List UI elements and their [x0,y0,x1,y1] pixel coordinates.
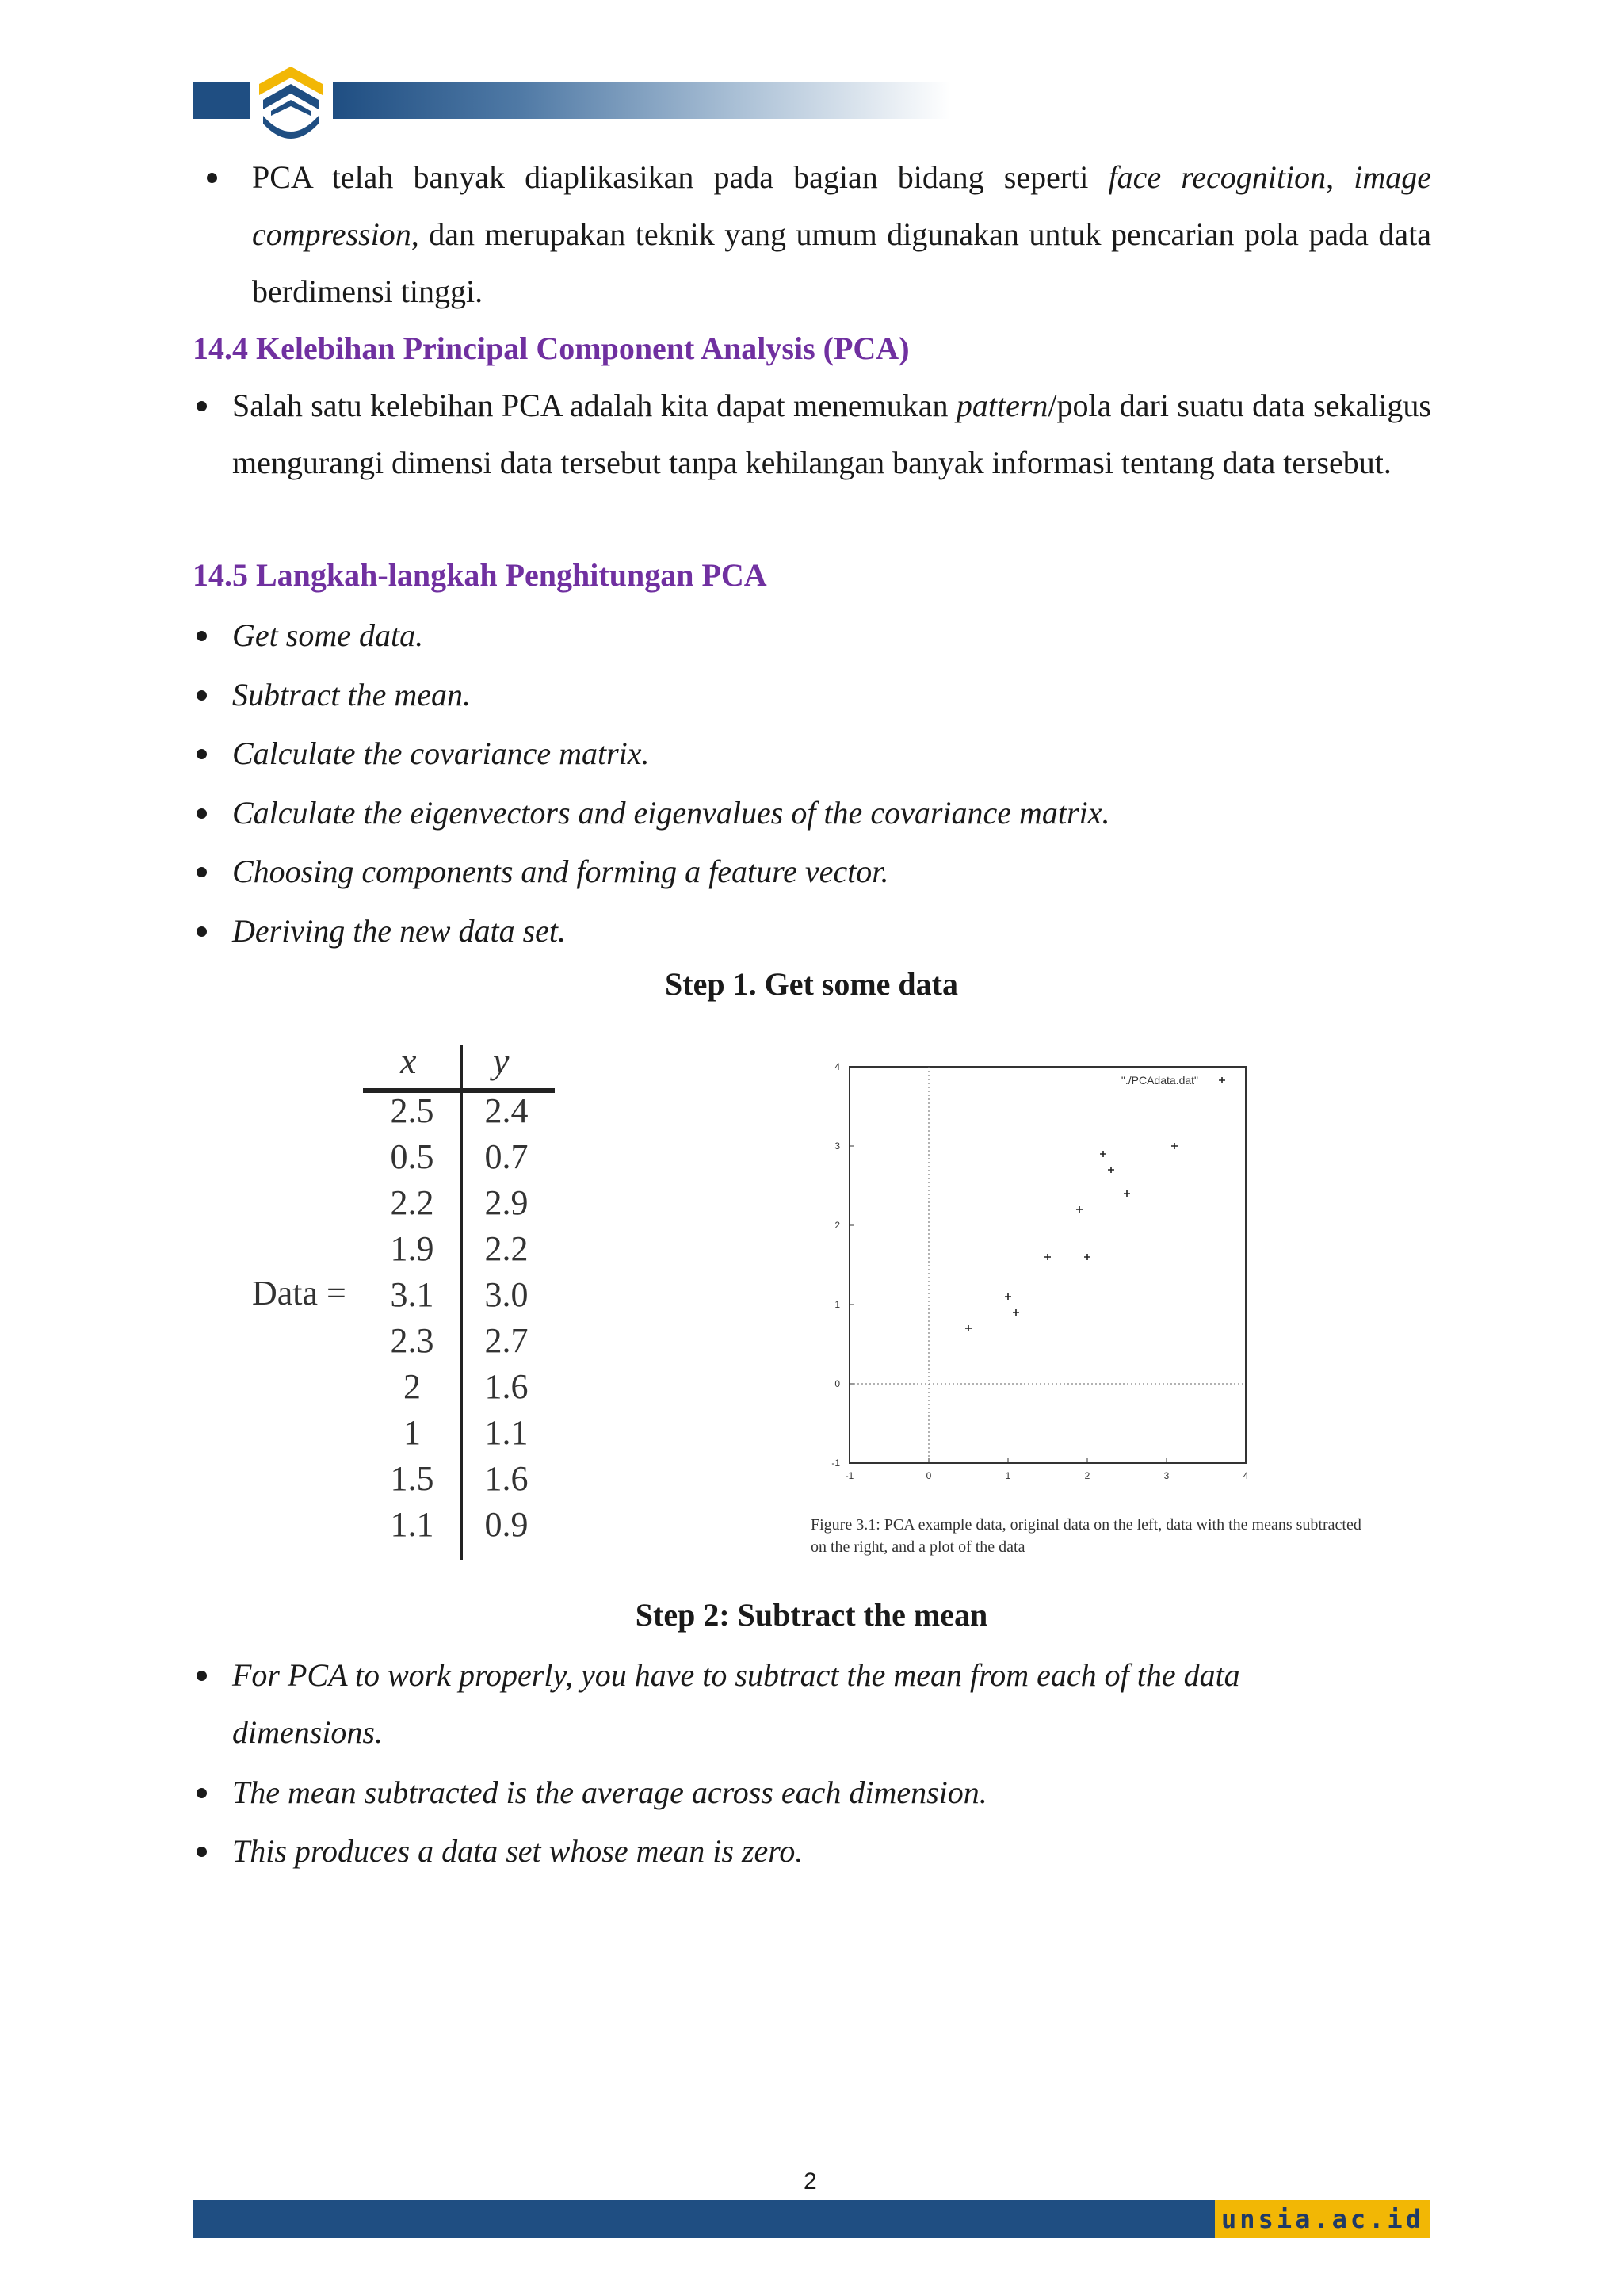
table-cell-x: 1.5 [390,1459,434,1498]
pca-scatter-chart [824,1045,1268,1488]
table-cell-y: 2.9 [484,1183,529,1222]
legend-marker-icon [1219,1077,1225,1083]
bullet-icon [197,690,207,701]
bullet-icon [197,401,207,411]
header-block [193,82,250,119]
step2-bullet-item: For PCA to work properly, you have to subtract the mean from each of the data dimensions. [232,1657,1240,1750]
table-cell-y: 2.2 [484,1229,529,1268]
pca-step-item: Deriving the new data set. [232,912,567,949]
column-header-x: x [400,1041,417,1081]
bullet-icon [197,1671,207,1681]
chart-legend-label: "./PCAdata.dat" [1121,1074,1198,1087]
table-cell-y: 0.9 [484,1505,529,1544]
y-tick-label: 4 [834,1061,840,1072]
data-point [965,1325,972,1331]
table-cell-x: 2.2 [390,1183,434,1222]
footer-bar [193,2200,1215,2238]
table-cell-y: 1.1 [484,1413,529,1452]
y-tick-label: 0 [834,1378,840,1389]
x-tick-label: -1 [845,1470,854,1481]
bullet-icon [197,1847,207,1857]
table-cell-y: 0.7 [484,1137,529,1176]
table-cell-x: 3.1 [390,1275,434,1314]
university-logo-icon [247,60,334,147]
section-14-4-heading: 14.4 Kelebihan Principal Component Analysis (PCA) [193,330,910,366]
y-tick-label: -1 [831,1457,840,1469]
table-cell-x: 1.9 [390,1229,434,1268]
pca-step-item: Get some data. [232,617,424,653]
header-gradient-bar [333,82,951,119]
step2-bullet-item: The mean subtracted is the average across each dimension. [232,1775,987,1810]
page-number: 2 [804,2168,817,2195]
bullet-icon [197,926,207,937]
table-cell-x: 1 [403,1413,421,1452]
table-cell-x: 2.5 [390,1091,434,1130]
intro-paragraph: PCA telah banyak diaplikasikan pada bagian bidang seperti face recognition, image compression, dan merupakan teknik yang umum digunakan untuk pencarian pola pada data berdimensi tinggi. [252,159,1431,309]
data-point [1005,1293,1011,1300]
step1-title: Step 1. Get some data [665,966,958,1002]
data-point [1100,1151,1106,1157]
table-cell-y: 1.6 [484,1367,529,1406]
table-cell-y: 2.7 [484,1321,529,1360]
y-tick-label: 3 [834,1140,840,1152]
column-header-y: y [493,1041,510,1081]
pca-step-item: Calculate the covariance matrix. [232,735,650,771]
step2-title: Step 2: Subtract the mean [635,1597,988,1633]
data-point [1124,1190,1130,1197]
table-column-rule [460,1045,463,1560]
figure-caption: Figure 3.1: PCA example data, original data on the left, data with the means subtracted on the right, and a plot of the data [811,1516,1361,1556]
bullet-icon [197,749,207,759]
x-tick-label: 0 [926,1470,932,1481]
step2-bullet-item: This produces a data set whose mean is zero. [232,1833,804,1869]
table-cell-y: 1.6 [484,1459,529,1498]
section-14-4-paragraph: Salah satu kelebihan PCA adalah kita dapat menemukan pattern/pola dari suatu data sekaligus mengurangi dimensi data tersebut tanpa kehilangan banyak informasi tentang data tersebut. [232,388,1431,480]
data-point [1013,1309,1019,1316]
table-cell-x: 1.1 [390,1505,434,1544]
data-point [1044,1254,1051,1260]
data-label: Data = [252,1274,346,1312]
table-cell-y: 3.0 [484,1275,529,1314]
bullet-icon [197,867,207,877]
table-cell-y: 2.4 [484,1091,529,1130]
x-tick-label: 2 [1084,1470,1090,1481]
table-cell-x: 2.3 [390,1321,434,1360]
bullet-icon [197,631,207,641]
x-tick-label: 3 [1163,1470,1170,1481]
footer-brand: unsia.ac.id [1215,2200,1430,2238]
legend-marker [1219,1077,1225,1083]
y-tick-label: 1 [834,1299,840,1310]
pca-step-item: Choosing components and forming a feature vector. [232,854,889,889]
data-point [1171,1143,1178,1149]
pca-step-item: Calculate the eigenvectors and eigenvalues of the covariance matrix. [232,794,1110,831]
data-point [1084,1254,1090,1260]
bullet-icon [207,173,217,183]
y-tick-label: 2 [834,1220,840,1231]
x-tick-label: 4 [1243,1470,1249,1481]
table-cell-x: 0.5 [390,1137,434,1176]
bullet-icon [197,808,207,819]
bullet-icon [197,1788,207,1798]
x-tick-label: 1 [1005,1470,1011,1481]
section-14-5-heading: 14.5 Langkah-langkah Penghitungan PCA [193,557,767,593]
data-point [1076,1206,1083,1213]
pca-step-item: Subtract the mean. [232,676,472,712]
data-point [1108,1167,1114,1173]
plot-frame [850,1067,1246,1463]
table-cell-x: 2 [403,1367,421,1406]
